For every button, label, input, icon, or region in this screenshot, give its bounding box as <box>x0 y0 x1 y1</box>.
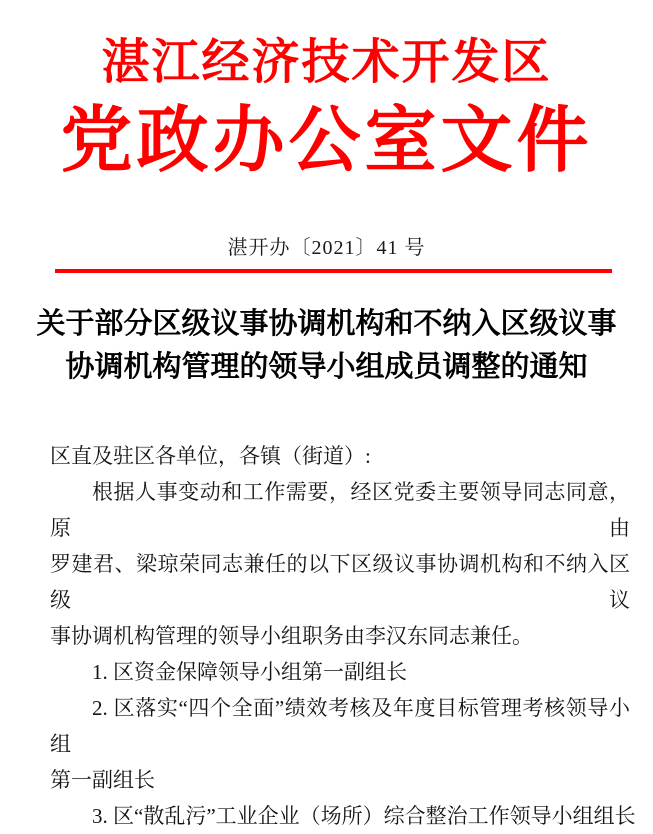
doc-type-banner: 党政办公室文件 <box>60 101 593 181</box>
doc-number: 湛开办〔2021〕41 号 <box>227 237 426 259</box>
red-divider-line <box>55 269 612 273</box>
org-name: 湛江经济技术开发区 <box>101 36 552 89</box>
body-line-salutation: 区直及驻区各单位，各镇（街道）: <box>50 444 371 468</box>
document-title-line-2: 协调机构管理的领导小组成员调整的通知 <box>65 351 588 383</box>
body-line-list-item-2: 2. 区落实“四个全面”绩效考核及年度目标管理考核领导小组 <box>50 696 630 756</box>
document-title <box>0 303 653 389</box>
document-title-line-1: 关于部分区级议事协调机构和不纳入区级议事 <box>36 308 617 340</box>
body-line-list-item-3: 3. 区“散乱污”工业企业（场所）综合整治工作领导小组组长 <box>92 804 636 828</box>
body-line: 根据人事变动和工作需要，经区党委主要领导同志同意，原由 <box>50 480 630 540</box>
body-line: 事协调机构管理的领导小组职务由李汉东同志兼任。 <box>50 624 533 648</box>
letterhead <box>0 0 653 186</box>
body-line-list-item-1: 1. 区资金保障领导小组第一副组长 <box>92 660 407 684</box>
document-body <box>0 438 653 834</box>
body-line: 罗建君、梁琼荣同志兼任的以下区级议事协调机构和不纳入区级议 <box>50 552 630 612</box>
body-line-list-item-2-continued: 第一副组长 <box>50 768 155 792</box>
